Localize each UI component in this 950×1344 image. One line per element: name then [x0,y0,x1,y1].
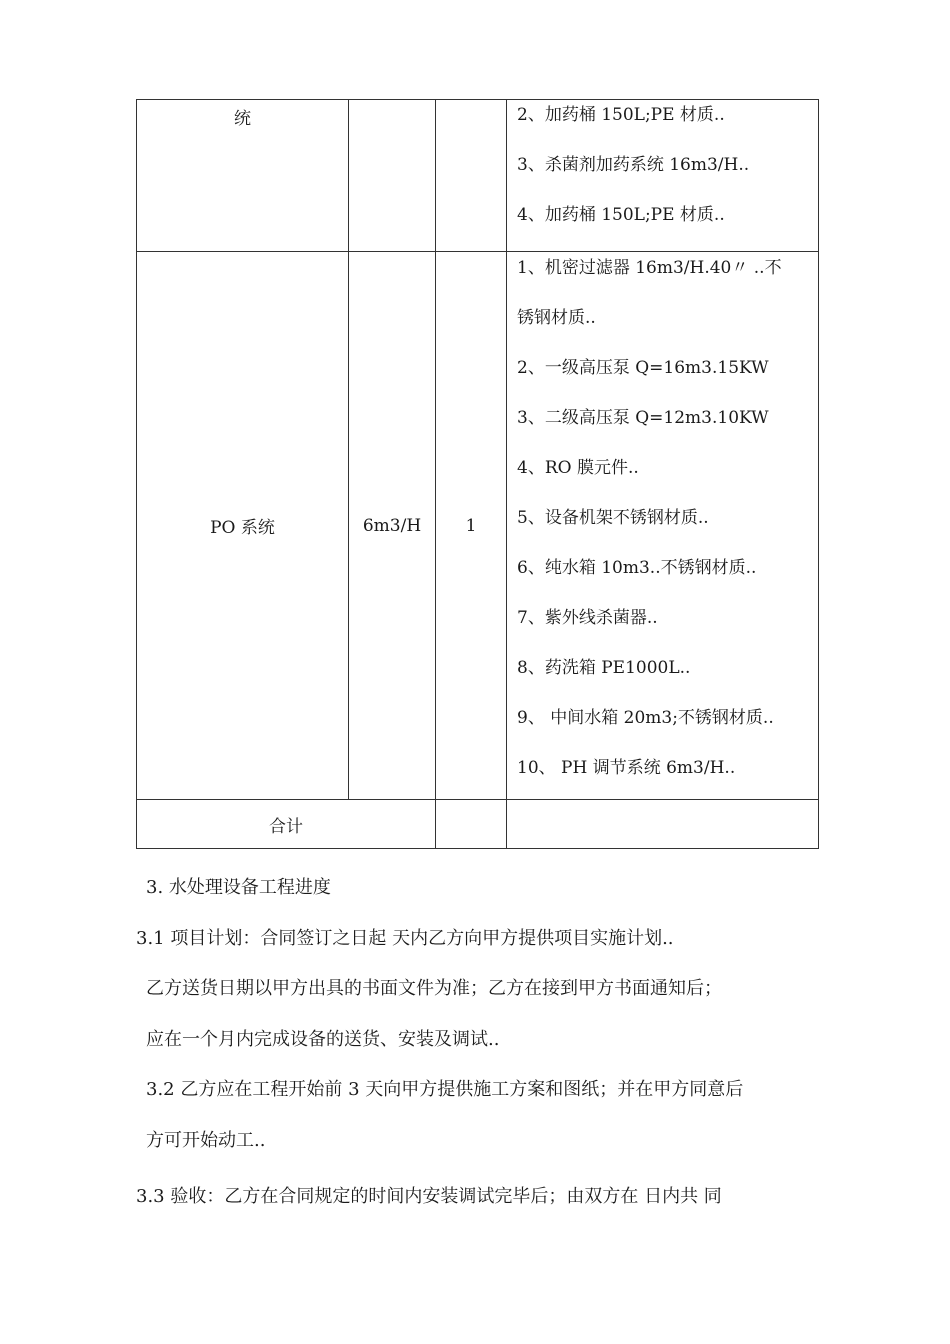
paragraph-line: 乙方送货日期以甲方出具的书面文件为准；乙方在接到甲方书面通知后； [146,978,722,999]
table-cell-spec [349,252,436,800]
table-cell-name [137,100,349,252]
paragraph-line: 3.1 项目计划：合同签订之日起 天内乙方向甲方提供项目实施计划.. [136,928,674,949]
list-item: 1、机密过滤器 16m3/H.40〃 ..不 [517,258,782,278]
section-heading: 3. 水处理设备工程进度 [146,877,331,898]
total-desc-cell [507,800,819,849]
table-cell-desc [507,100,819,252]
paragraph-line: 3.3 验收：乙方在合同规定的时间内安装调试完毕后；由双方在 日内共 同 [136,1186,722,1207]
table-cell-qty [436,100,507,252]
table-cell-name [137,252,349,800]
list-item: 8、药洗箱 PE1000L.. [517,658,691,678]
table-row [137,100,819,252]
component-list [507,90,818,244]
list-item: 4、加药桶 150L;PE 材质.. [517,205,725,225]
list-item: 4、RO 膜元件.. [517,458,639,478]
total-label: 合计 [269,816,303,837]
component-list [507,243,818,797]
system-spec: 6m3/H [362,515,422,536]
equipment-spec-table [136,99,819,849]
table-cell-qty [436,252,507,800]
list-item: 3、二级高压泵 Q=12m3.10KW [517,408,769,428]
list-item: 6、纯水箱 10m3..不锈钢材质.. [517,558,757,578]
list-item: 3、杀菌剂加药系统 16m3/H.. [517,155,750,175]
table-cell-spec [349,100,436,252]
list-item: 5、设备机架不锈钢材质.. [517,508,709,528]
system-name: 统 [234,109,251,129]
system-name: PO 系统 [210,518,275,538]
total-label-cell [137,800,436,849]
list-item: 2、加药桶 150L;PE 材质.. [517,105,725,125]
system-qty: 1 [465,515,477,536]
table-row [137,252,819,800]
list-item: 锈钢材质.. [517,308,596,328]
table-row-total [137,800,819,849]
total-qty-cell [436,800,507,849]
table-cell-desc [507,252,819,800]
list-item: 9、 中间水箱 20m3;不锈钢材质.. [517,708,774,728]
list-item: 7、紫外线杀菌器.. [517,608,658,628]
paragraph-line: 应在一个月内完成设备的送货、安装及调试.. [146,1029,500,1050]
paragraph-line: 3.2 乙方应在工程开始前 3 天向甲方提供施工方案和图纸；并在甲方同意后 [146,1079,744,1100]
list-item: 10、 PH 调节系统 6m3/H.. [517,758,736,778]
list-item: 2、一级高压泵 Q=16m3.15KW [517,358,769,378]
paragraph-line: 方可开始动工.. [146,1130,266,1151]
